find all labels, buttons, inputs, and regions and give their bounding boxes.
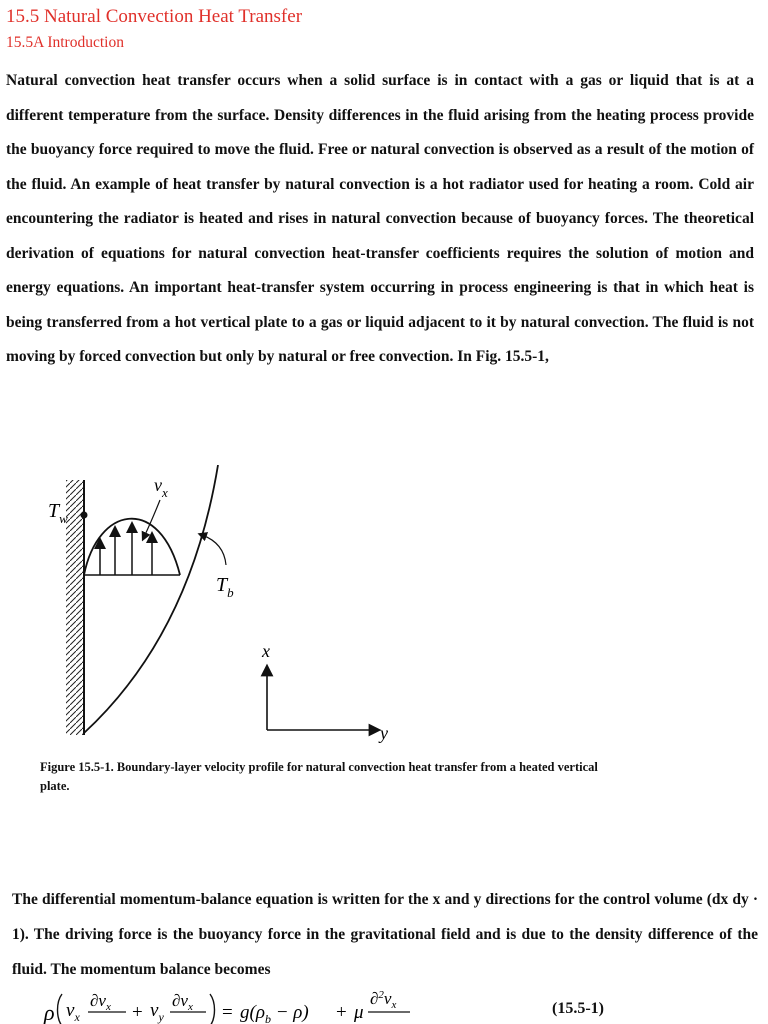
figure-caption: Figure 15.5-1. Boundary-layer velocity profile for natural convection heat transfer from a heated vertical plate.	[40, 760, 598, 793]
wall-temperature-point	[81, 512, 88, 519]
velocity-label: $v_x$	[154, 475, 168, 500]
equation-15-5-1	[40, 988, 760, 1024]
eq-rho: ρ	[44, 1000, 55, 1024]
equation-number: (15.5-1)	[552, 1000, 604, 1017]
eq-d2vx-num: $\partial^2v_x$	[370, 989, 397, 1011]
bulk-temp-label: $T_b$	[216, 574, 234, 600]
eq-equals: =	[222, 1002, 233, 1023]
boundary-layer-figure	[40, 465, 420, 755]
eq-mu: μ	[354, 1002, 364, 1023]
heated-wall-hatching	[66, 480, 84, 735]
intro-paragraph: Natural convection heat transfer occurs when a solid surface is in contact with a gas or liquid that is at a different temperature from the surface. Density differences in the fluid arising from the heating process provide the buoyancy force required to move the fluid. Free or natural convection is observed as a result of the motion of the fluid. An example of heat transfer by natural convection is a hot radiator used for heating a room. Cold air encountering the radiator is heated and rises in natural convection because of buoyancy forces. The theoretical derivation of equations for natural convection heat-transfer coefficients requires the solution of motion and energy equations. An important heat-transfer system occurring in process engineering is that in which heat is being transferred from a hot vertical plate to a gas or liquid adjacent to it by natural convection. The fluid is not moving by forced convection but only by natural or free convection. In Fig. 15.5-1,	[6, 72, 754, 365]
wall-temp-label: $T_w$	[48, 500, 68, 526]
eq-left-paren	[58, 994, 63, 1024]
eq-vx: $v_x$	[66, 1000, 80, 1024]
eq-dvx-num-2: $\partial v_x$	[172, 991, 193, 1013]
eq-plus: +	[132, 1002, 143, 1023]
eq-dvx-num: $\partial v_x$	[90, 991, 111, 1013]
bulk-temp-leader-line	[202, 535, 226, 565]
eq-buoyancy: $g(\rho_b - \rho)$	[240, 1002, 309, 1024]
momentum-paragraph: The differential momentum-balance equation is written for the x and y directions for the control volume (dx dy · 1). The driving force is the buoyancy force in the gravitational field and is due to the density difference of the fluid. The momentum balance becomes	[12, 891, 758, 978]
eq-right-paren	[210, 994, 215, 1024]
section-subtitle: 15.5A Introduction	[6, 34, 124, 51]
y-axis-label: y	[380, 723, 388, 743]
x-axis-label: x	[262, 641, 270, 661]
boundary-layer-edge	[84, 465, 218, 733]
section-title: 15.5 Natural Convection Heat Transfer	[6, 6, 303, 27]
eq-plus-2: +	[336, 1002, 347, 1023]
eq-vy: $v_y$	[150, 1000, 164, 1024]
